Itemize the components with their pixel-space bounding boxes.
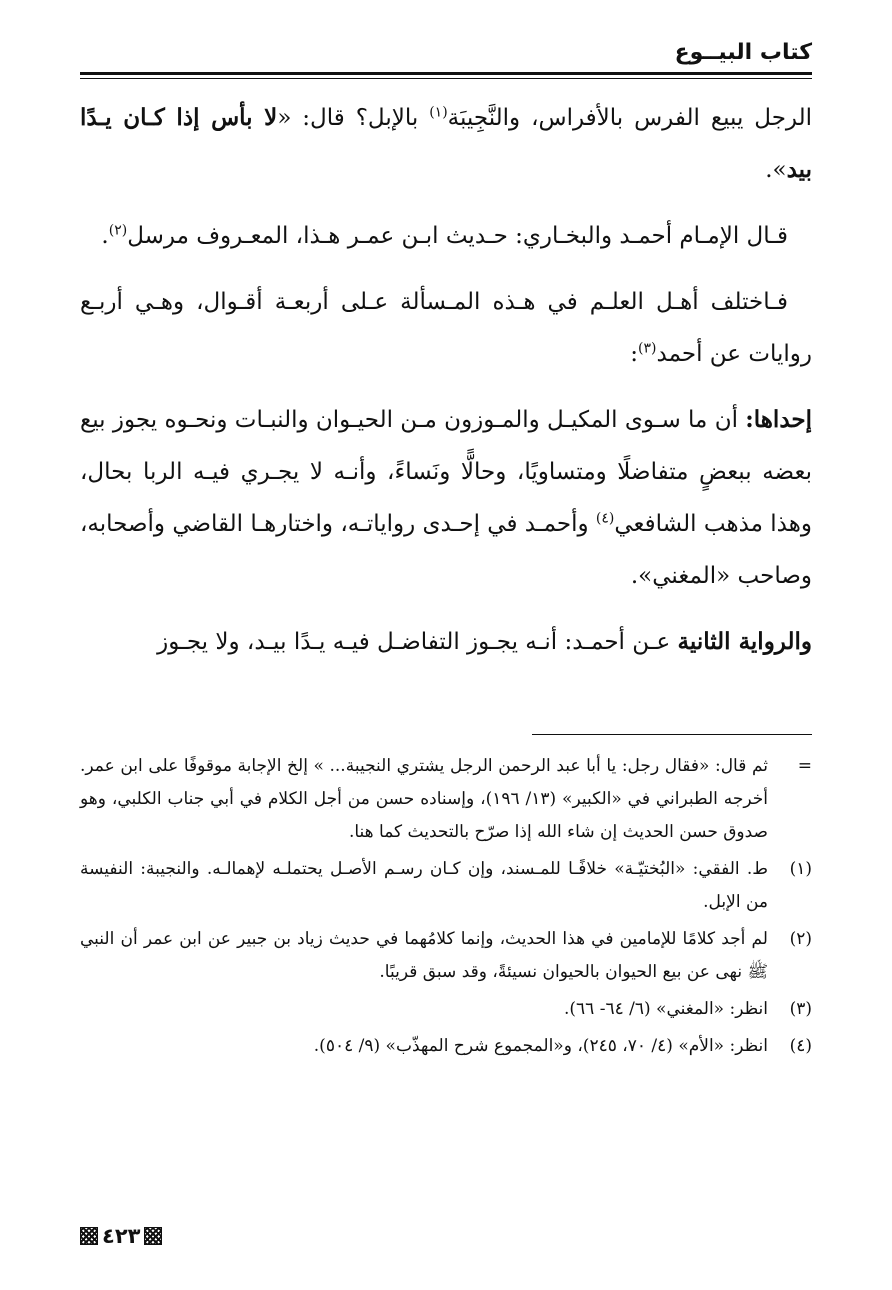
footnote-text: ثم قال: «فقال رجل: يا أبا عبد الرحمن الرجل يشتري النجيبة... » إلخ الإجابة موقوفًا على ابن عمر. أخرجه الطبراني في «الكبير» (١٣/ ١٩٦)، وإسناده حسن من أجل الكلام في أبي جناب الكلبي، وهو صدوق حسن الحديث إن شاء الله إذا صرّح بالتحديث كما هنا. [80, 756, 768, 842]
footnote-marker: = [797, 756, 812, 776]
footnote-text: انظر: «الأم» (٤/ ٧٠، ٢٤٥)، و«المجموع شرح المهذّب» (٩/ ٥٠٤). [313, 1036, 768, 1056]
paragraph-3 [80, 276, 812, 380]
footnote-ref-4: (٤) [595, 510, 615, 527]
paragraph-text: بالإبل؟ قال: « [277, 105, 430, 131]
paragraph-5 [80, 616, 812, 668]
paragraph-lead: والرواية الثانية [677, 628, 812, 655]
paragraph-lead: إحداها: [745, 406, 812, 433]
header-rule-thin [80, 78, 812, 79]
footnote-text: انظر: «المغني» (٦/ ٦٤- ٦٦). [564, 999, 768, 1019]
footnote-text: لم أجد كلامًا للإمامين في هذا الحديث، وإنما كلامُهما في حديث زياد بن جبير عن ابن عمر أن النبي ﷺ نهى عن بيع الحيوان بالحيوان نسيئةً، وقد سبق قريبًا. [80, 929, 768, 982]
page-number-value: ٤٢٣ [102, 1224, 141, 1248]
paragraph-text: . [101, 223, 109, 249]
paragraph-text: الرجل يبيع الفرس بالأفراس، والنَّجِيبَة [447, 105, 813, 131]
footnote-marker: (٣) [789, 999, 812, 1019]
footnote-2 [80, 923, 812, 989]
footnote-ref-2: (٢) [108, 222, 128, 239]
paragraph-text: قـال الإمـام أحمـد والبخـاري: حـديث ابـن عمـر هـذا، المعـروف مرسل [127, 223, 788, 249]
quoted-ruling: لا بأس إذا كـان يـدًا بيد [80, 104, 812, 183]
ornament-icon [144, 1227, 162, 1245]
footnote-4 [80, 1030, 812, 1063]
paragraph-text: أن ما سـوى المكيـل والمـوزون مـن الحيـوان والنبـات ونحـوه يجوز بيع بعضه ببعضٍ متفاضلًا ومتساويًا، وحالًّا ونَساءً، وأنـه لا يجـري فيـه الربا بحال، وهذا مذهب الشافعي [80, 407, 812, 537]
footnote-marker: (٤) [789, 1036, 812, 1056]
footnotes [80, 750, 812, 1067]
header-rule [80, 72, 812, 75]
paragraph-text: عـن أحمـد: أنـه يجـوز التفاضـل فيـه يـدًا بيـد، ولا يجـوز [157, 629, 678, 655]
ornament-icon [80, 1227, 98, 1245]
paragraph-1 [80, 92, 812, 196]
footnote-separator [532, 734, 812, 735]
footnote-ref-1: (١) [429, 104, 448, 121]
paragraph-4 [80, 394, 812, 602]
footnote-marker: (٢) [789, 929, 812, 949]
main-text [80, 92, 812, 682]
footnote-1 [80, 853, 812, 919]
paragraph-2 [80, 210, 812, 262]
footnote-3 [80, 993, 812, 1026]
footnote-marker: (١) [789, 859, 812, 879]
paragraph-text: : [630, 341, 639, 367]
paragraph-text: ». [765, 157, 787, 183]
footnote-continued [80, 750, 812, 849]
footnote-text: ط. الفقي: «البُختيّـة» خلافًـا للمـسند، وإن كـان رسـم الأصـل يحتملـه لإهمالـه. والنجيبة: النفيسة من الإبل. [80, 859, 768, 912]
page-number [80, 1224, 162, 1248]
paragraph-text: فـاختلف أهـل العلـم في هـذه المـسألة عـلى أربعـة أقـوال، وهـي أربـع روايات عن أحمد [80, 289, 812, 367]
footnote-ref-3: (٣) [638, 340, 657, 357]
paragraph-text: وأحمـد في إحـدى رواياتـه، واختارهـا القاضي وأصحابه، وصاحب «المغني». [79, 511, 812, 589]
running-header-title: كتاب البيــوع [674, 40, 812, 65]
